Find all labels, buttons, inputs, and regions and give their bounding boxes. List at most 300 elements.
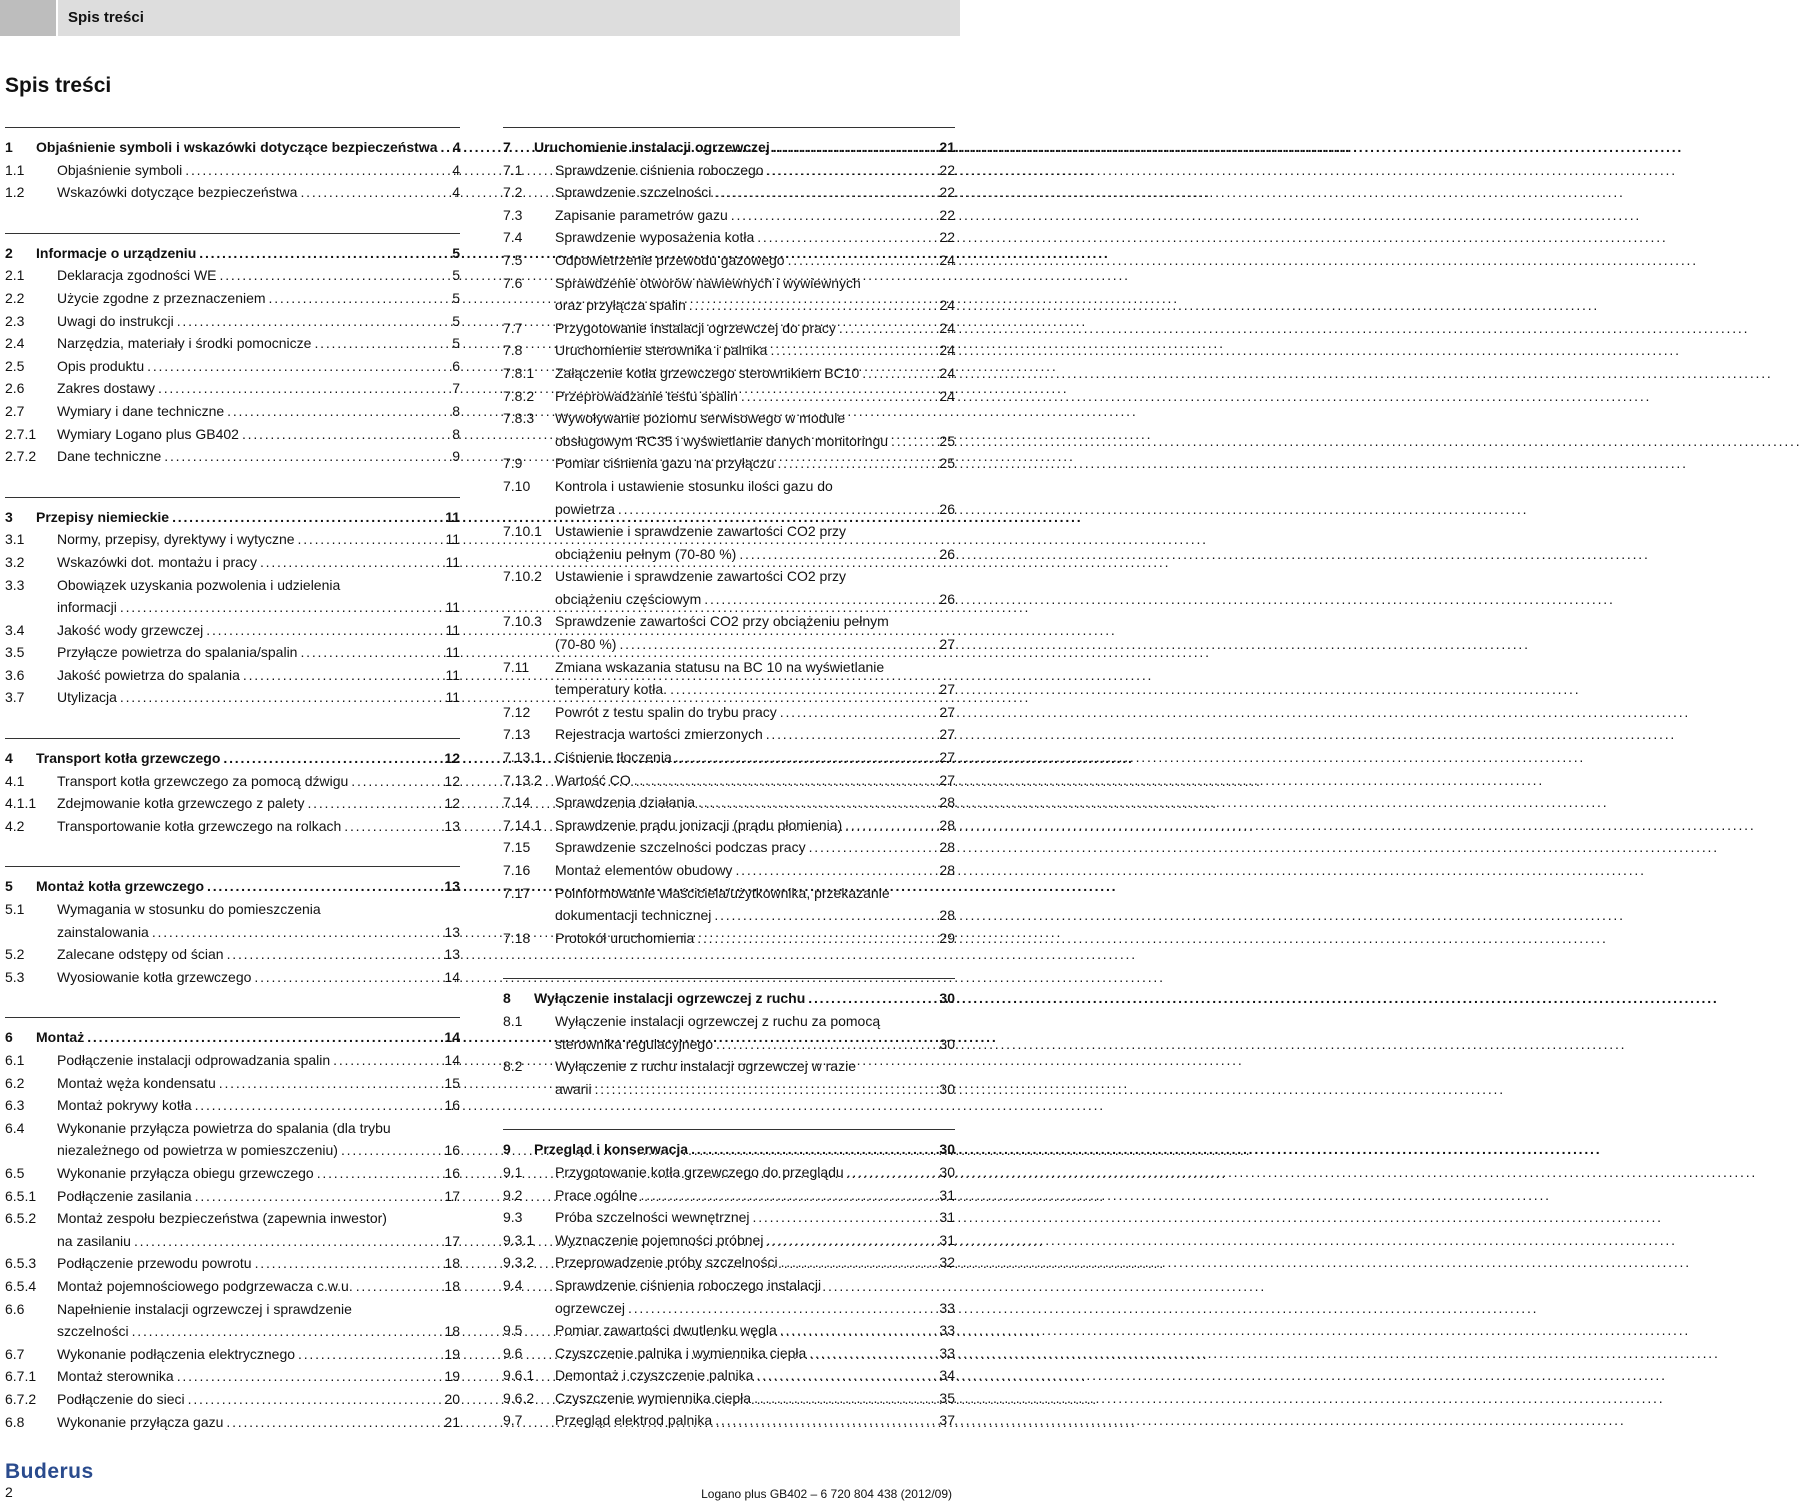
toc-section: [503, 978, 955, 1100]
toc-entry-title: Normy, przepisy, dyrektywy i wytyczne: [57, 531, 295, 548]
toc-entry-line: [5, 1298, 460, 1321]
toc-entry[interactable]: [5, 377, 460, 400]
toc-entry-content: [36, 506, 460, 529]
toc-entry-content: [57, 1185, 460, 1208]
toc-leader-dots: [888, 430, 937, 453]
toc-chapter-entry[interactable]: [5, 1026, 460, 1049]
toc-page-number: 5: [452, 289, 460, 306]
toc-entry-number: 2.2: [5, 289, 25, 306]
toc-entry[interactable]: [5, 528, 460, 551]
toc-entry[interactable]: [5, 686, 460, 709]
toc-entry[interactable]: [5, 770, 460, 793]
toc-leader-dots: [616, 633, 937, 656]
toc-page-number: 27: [939, 636, 955, 653]
toc-entry-number: 6.7: [5, 1345, 25, 1362]
toc-entry[interactable]: [5, 943, 460, 966]
toc-leader-dots: [774, 452, 937, 475]
toc-chapter-entry[interactable]: [503, 1138, 955, 1161]
toc-entry[interactable]: [503, 882, 955, 927]
toc-leader-dots: [341, 815, 442, 838]
toc-entry-content: [555, 430, 955, 453]
toc-page-number: 21: [444, 1413, 460, 1430]
toc-entry-content: [555, 814, 955, 837]
toc-entry-title: Deklaracja zgodności WE: [57, 267, 217, 284]
toc-entry-number: 7.2: [503, 184, 523, 201]
toc-entry-content: [555, 1033, 955, 1056]
toc-entry[interactable]: [5, 1343, 460, 1366]
toc-entry[interactable]: [5, 619, 460, 642]
toc-chapter-number: 4: [5, 750, 13, 767]
toc-entry-title: zainstalowania: [57, 923, 149, 940]
toc-entry[interactable]: [5, 551, 460, 574]
toc-entry-title: Sprawdzenie wyposażenia kotła: [555, 229, 755, 246]
toc-entry-title: oraz przyłącza spalin: [555, 297, 686, 314]
toc-entry-title: Sprawdzenie zawartości CO2 przy obciążeniu pełnym: [555, 613, 889, 630]
toc-entry-title: Sprawdzenie szczelności: [555, 184, 712, 201]
toc-leader-dots: [224, 943, 443, 966]
toc-entry[interactable]: [503, 317, 955, 340]
toc-entry-title: Jakość powietrza do spalania: [57, 666, 240, 683]
toc-entry[interactable]: [5, 664, 460, 687]
header-title: Spis treści: [68, 9, 144, 26]
toc-entry[interactable]: [503, 1342, 955, 1365]
toc-entry-content: [57, 551, 460, 574]
toc-page-number: 22: [939, 229, 955, 246]
toc-entry-content: [57, 445, 460, 468]
toc-entry-number: 7.9: [503, 455, 523, 472]
toc-entry-number: 9.6.2: [503, 1389, 535, 1406]
toc-page-number: 30: [939, 1080, 955, 1097]
toc-entry[interactable]: [5, 1185, 460, 1208]
toc-entry-line: [503, 904, 955, 927]
toc-entry-title: Poinformowanie właściciela/użytkownika, przekazanie: [555, 884, 890, 901]
toc-entry-title: Zdejmowanie kotła grzewczego z palety: [57, 795, 305, 812]
toc-chapter-entry[interactable]: [5, 875, 460, 898]
toc-entry-content: [555, 543, 955, 566]
toc-entry-title: temperatury kotła.: [555, 681, 668, 698]
toc-entry-content: [57, 423, 460, 446]
toc-entry[interactable]: [503, 1010, 955, 1055]
toc-leader-dots: [239, 423, 446, 446]
toc-entry-number: 9.3.1: [503, 1231, 535, 1248]
toc-page-number: 6: [452, 357, 460, 374]
toc-entry-line: [5, 1117, 460, 1140]
toc-leader-dots: [330, 1049, 442, 1072]
toc-entry[interactable]: [5, 445, 460, 468]
toc-section: [503, 127, 955, 949]
toc-leader-dots: [353, 1275, 443, 1298]
toc-entry[interactable]: [503, 859, 955, 882]
toc-entry[interactable]: [5, 1049, 460, 1072]
toc-entry-number: 6.4: [5, 1119, 25, 1136]
toc-entry-title: Wskazówki dotyczące bezpieczeństwa: [57, 184, 298, 201]
toc-entry[interactable]: [503, 1184, 955, 1207]
toc-entry-title: (70-80 %): [555, 636, 617, 653]
toc-page-number: 11: [445, 644, 460, 661]
header-bar: [0, 0, 960, 36]
toc-leader-dots: [297, 181, 446, 204]
toc-page-number: 14: [444, 1029, 460, 1046]
toc-entry-title: Wyosiowanie kotła grzewczego: [57, 968, 252, 985]
toc-entry-number: 6.5.4: [5, 1277, 37, 1294]
toc-entry[interactable]: [503, 1055, 955, 1100]
toc-entry[interactable]: [5, 423, 460, 446]
toc-leader-dots: [805, 987, 937, 1010]
toc-page-number: 24: [939, 364, 955, 381]
toc-entry-number: 6.7.2: [5, 1390, 37, 1407]
toc-entry-content: [57, 1365, 460, 1388]
toc-entry-title: informacji: [57, 599, 117, 616]
toc-entry-content: [534, 1138, 955, 1161]
toc-entry[interactable]: [5, 815, 460, 838]
toc-entry[interactable]: [503, 565, 955, 610]
toc-leader-dots: [216, 1072, 443, 1095]
toc-entry-title: Uwagi do instrukcji: [57, 312, 174, 329]
toc-entry-number: 6.5.1: [5, 1187, 37, 1204]
toc-leader-dots: [84, 1026, 442, 1049]
toc-entry[interactable]: [503, 520, 955, 565]
toc-page-number: 22: [939, 161, 955, 178]
toc-leader-dots: [223, 1411, 442, 1434]
toc-entry-content: [57, 400, 460, 423]
toc-entry-title: Zapisanie parametrów gazu: [555, 206, 728, 223]
toc-entry[interactable]: [503, 927, 955, 950]
toc-entry-title: Przyłącze powietrza do spalania/spalin: [57, 644, 298, 661]
toc-entry-content: [555, 746, 955, 769]
toc-entry-content: [57, 815, 460, 838]
toc-section: [5, 866, 460, 988]
toc-entry-line: [503, 1297, 955, 1320]
toc-entry-content: [555, 1078, 955, 1101]
toc-entry-number: 5.1: [5, 901, 25, 918]
toc-entry-title: Powrót z testu spalin do trybu pracy: [555, 703, 777, 720]
toc-entry[interactable]: [5, 400, 460, 423]
toc-page-number: 14: [444, 968, 460, 985]
toc-entry[interactable]: [503, 249, 955, 272]
toc-entry-title: Montaż pokrywy kotła: [57, 1097, 192, 1114]
toc-entry[interactable]: [503, 1206, 955, 1229]
toc-entry-title: Wywoływanie poziomu serwisowego w module: [555, 410, 846, 427]
toc-leader-dots: [220, 747, 442, 770]
toc-entry-content: [57, 596, 460, 619]
toc-leader-dots: [297, 641, 443, 664]
toc-entry[interactable]: [503, 1364, 955, 1387]
toc-entry-content: [57, 943, 460, 966]
toc-entry-number: 3.5: [5, 644, 25, 661]
toc-entry-number: 2.1: [5, 267, 25, 284]
toc-entry-number: 2.5: [5, 357, 25, 374]
toc-entry-content: [57, 332, 460, 355]
toc-entry-content: [57, 641, 460, 664]
toc-entry-title: Przygotowanie kotła grzewczego do przeglądu: [555, 1163, 844, 1180]
toc-entry-content: [36, 242, 460, 265]
toc-entry[interactable]: [503, 791, 955, 814]
toc-entry-content: [555, 294, 955, 317]
toc-entry[interactable]: [5, 181, 460, 204]
toc-leader-dots: [295, 1343, 442, 1366]
toc-entry-content: [555, 1251, 955, 1274]
toc-entry[interactable]: [503, 610, 955, 655]
toc-page-number: 14: [444, 1052, 460, 1068]
toc-page-number: 13: [444, 817, 460, 834]
toc-entry-content: [57, 1343, 460, 1366]
toc-leader-dots: [778, 1251, 938, 1274]
toc-entry-number: 4.1.1: [5, 795, 37, 812]
toc-entry-line: [5, 1139, 460, 1162]
toc-entry-title: Wymiary Logano plus GB402: [57, 425, 239, 442]
toc-page-number: 4: [452, 161, 460, 178]
toc-entry-content: [555, 317, 955, 340]
toc-entry-line: [5, 1320, 460, 1343]
toc-entry[interactable]: [503, 362, 955, 385]
toc-entry[interactable]: [503, 475, 955, 520]
toc-page-number: 17: [444, 1232, 460, 1249]
toc-entry[interactable]: [503, 407, 955, 452]
toc-page-number: 9: [452, 448, 460, 465]
toc-chapter-entry[interactable]: [5, 242, 460, 265]
toc-entry[interactable]: [5, 1252, 460, 1275]
header-divider: [56, 0, 58, 36]
toc-entry[interactable]: [5, 332, 460, 355]
toc-leader-dots: [631, 769, 938, 792]
toc-leader-dots: [203, 619, 443, 642]
toc-entry[interactable]: [5, 1117, 460, 1162]
toc-leader-dots: [338, 1139, 442, 1162]
toc-page-number: 31: [939, 1186, 955, 1203]
toc-page-number: 30: [939, 1141, 955, 1158]
toc-entry-content: [555, 588, 955, 611]
toc-entry[interactable]: [503, 204, 955, 227]
toc-chapter-entry[interactable]: [5, 136, 460, 159]
toc-entry-line: [5, 574, 460, 597]
toc-entry[interactable]: [503, 656, 955, 701]
toc-entry-content: [57, 1275, 460, 1298]
toc-entry-title: Uruchomienie instalacji ogrzewczej: [534, 139, 770, 155]
toc-page-number: 18: [444, 1323, 460, 1340]
toc-entry-number: 6.8: [5, 1413, 25, 1430]
toc-entry[interactable]: [5, 1388, 460, 1411]
toc-leader-dots: [688, 1138, 937, 1161]
toc-leader-dots: [763, 1229, 937, 1252]
toc-entry-title: Transportowanie kotła grzewczego na rolkach: [57, 817, 342, 834]
toc-leader-dots: [751, 1387, 937, 1410]
toc-entry-content: [555, 1409, 955, 1432]
toc-entry[interactable]: [5, 355, 460, 378]
toc-entry[interactable]: [503, 181, 955, 204]
toc-entry[interactable]: [503, 769, 955, 792]
toc-entry[interactable]: [503, 1161, 955, 1184]
toc-entry[interactable]: [503, 385, 955, 408]
toc-page-number: 12: [444, 772, 460, 789]
toc-entry-line: [503, 1078, 955, 1101]
toc-entry-number: 7.14: [503, 794, 531, 811]
toc-entry-line: [503, 430, 955, 453]
toc-page-number: 30: [939, 1163, 955, 1180]
toc-entry[interactable]: [5, 287, 460, 310]
toc-entry-content: [57, 1049, 460, 1072]
toc-page-number: 5: [452, 267, 460, 284]
toc-entry-title: obsługowym RC35 i wyświetlanie danych monitoringu: [555, 432, 889, 449]
toc-page-number: 19: [444, 1368, 460, 1385]
toc-entry[interactable]: [5, 1365, 460, 1388]
toc-entry[interactable]: [503, 226, 955, 249]
toc-entry-title: Demontaż i czyszczenie palnika: [555, 1367, 754, 1384]
toc-entry[interactable]: [503, 701, 955, 724]
toc-entry-title: Ciśnienie tłoczenia: [555, 749, 672, 766]
toc-page-number: 33: [939, 1322, 955, 1339]
brand-logo: Buderus: [5, 1460, 94, 1483]
toc-entry[interactable]: [503, 814, 955, 837]
toc-entry[interactable]: [5, 898, 460, 943]
toc-entry-number: 1.1: [5, 161, 25, 178]
toc-entry[interactable]: [5, 574, 460, 619]
toc-page-number: 22: [939, 184, 955, 201]
toc-entry-title: Sprawdzenie prądu jonizacji (prądu płomienia): [555, 816, 843, 833]
toc-page-number: 28: [939, 794, 955, 811]
toc-entry-title: Czyszczenie wymiennika ciepła: [555, 1389, 752, 1406]
toc-page-number: 19: [444, 1345, 460, 1362]
toc-entry-number: 7.10: [503, 477, 531, 494]
toc-entry[interactable]: [5, 641, 460, 664]
toc-entry-title: Montaż: [36, 1029, 85, 1046]
toc-entry-line: [503, 882, 955, 905]
toc-entry-number: 7.18: [503, 929, 531, 946]
toc-entry[interactable]: [503, 1251, 955, 1274]
toc-entry[interactable]: [5, 310, 460, 333]
toc-entry[interactable]: [503, 159, 955, 182]
toc-chapter-entry[interactable]: [503, 987, 955, 1010]
toc-chapter-entry[interactable]: [5, 747, 460, 770]
toc-entry-title: Wykonanie podłączenia elektrycznego: [57, 1345, 296, 1362]
toc-entry-content: [555, 791, 955, 814]
toc-page-number: 13: [444, 878, 460, 895]
toc-leader-dots: [859, 362, 937, 385]
toc-entry[interactable]: [5, 1275, 460, 1298]
toc-entry-title: Objaśnienie symboli i wskazówki dotyczące bezpieczeństwa: [36, 139, 438, 155]
toc-entry-content: [36, 1026, 460, 1049]
toc-chapter-number: 3: [5, 508, 13, 525]
toc-entry-title: Obowiązek uzyskania pozwolenia i udzielenia: [57, 576, 341, 593]
toc-entry-line: [5, 898, 460, 921]
toc-entry-content: [57, 287, 460, 310]
toc-page-number: 31: [939, 1231, 955, 1248]
toc-entry-line: [503, 272, 955, 295]
toc-leader-dots: [314, 1162, 443, 1185]
toc-section: [503, 1129, 955, 1432]
toc-entry[interactable]: [5, 264, 460, 287]
toc-entry[interactable]: [503, 746, 955, 769]
toc-page-number: 27: [939, 681, 955, 698]
toc-entry-line: [503, 1274, 955, 1297]
toc-entry-content: [57, 1252, 460, 1275]
toc-page-number: 12: [444, 750, 460, 767]
toc-entry-content: [57, 921, 460, 944]
toc-entry-content: [555, 723, 955, 746]
toc-entry-content: [555, 452, 955, 475]
toc-leader-dots: [711, 904, 937, 927]
toc-entry[interactable]: [5, 1072, 460, 1095]
toc-entry-title: Montaż sterownika: [57, 1368, 174, 1385]
toc-entry-content: [57, 619, 460, 642]
toc-entry[interactable]: [5, 1094, 460, 1117]
toc-entry-content: [57, 1230, 460, 1253]
toc-entry[interactable]: [5, 792, 460, 815]
toc-entry-title: szczelności: [57, 1323, 129, 1340]
toc-entry-number: 6.2: [5, 1074, 25, 1091]
toc-entry-number: 3.7: [5, 689, 25, 706]
toc-entry-number: 9.5: [503, 1322, 523, 1339]
toc-entry-title: Informacje o urządzeniu: [36, 244, 197, 261]
toc-entry[interactable]: [503, 1274, 955, 1319]
toc-entry[interactable]: [5, 966, 460, 989]
header-tab-marker: [0, 0, 56, 36]
toc-entry-content: [555, 204, 955, 227]
toc-entry[interactable]: [5, 1298, 460, 1343]
toc-entry-number: 6.6: [5, 1300, 25, 1317]
toc-entry[interactable]: [503, 723, 955, 746]
toc-entry-content: [555, 1229, 955, 1252]
toc-chapter-entry[interactable]: [5, 506, 460, 529]
toc-page-number: 28: [939, 839, 955, 856]
toc-entry-title: Przepisy niemieckie: [36, 508, 170, 525]
toc-entry-title: Montaż elementów obudowy: [555, 862, 733, 878]
toc-entry-title: Zmiana wskazania statusu na BC 10 na wyświetlanie: [555, 658, 885, 675]
toc-entry-title: Odpowietrzenie przewodu gazowego: [555, 251, 785, 268]
toc-leader-dots: [638, 1184, 938, 1207]
toc-page-number: 27: [939, 749, 955, 766]
toc-leader-dots: [806, 1342, 937, 1365]
toc-entry-number: 7.8.2: [503, 387, 535, 404]
toc-entry-title: Użycie zgodne z przeznaczeniem: [57, 289, 266, 306]
toc-leader-dots: [131, 1230, 442, 1253]
toc-left-column: [5, 127, 460, 1433]
toc-chapter-entry[interactable]: [503, 136, 955, 159]
toc-entry-content: [555, 927, 955, 950]
toc-entry[interactable]: [503, 836, 955, 859]
toc-entry[interactable]: [503, 452, 955, 475]
toc-page-number: 20: [444, 1390, 460, 1407]
toc-entry[interactable]: [503, 1229, 955, 1252]
toc-leader-dots: [750, 1206, 938, 1229]
toc-entry[interactable]: [5, 159, 460, 182]
toc-entry[interactable]: [503, 1387, 955, 1410]
toc-leader-dots: [764, 159, 938, 182]
toc-entry-content: [57, 181, 460, 204]
toc-entry-title: Kontrola i ustawienie stosunku ilości gazu do: [555, 477, 833, 494]
toc-entry[interactable]: [503, 1409, 955, 1432]
toc-leader-dots: [192, 1094, 443, 1117]
toc-entry-number: 3.2: [5, 553, 25, 570]
toc-page-number: 5: [452, 335, 460, 352]
toc-entry[interactable]: [5, 1162, 460, 1185]
toc-chapter-number: 1: [5, 139, 13, 155]
toc-entry-title: Wyłączenie z ruchu instalacji ogrzewczej w razie: [555, 1058, 856, 1075]
toc-leader-dots: [251, 966, 442, 989]
toc-entry-title: Podłączenie przewodu powrotu: [57, 1255, 252, 1272]
toc-leader-dots: [738, 385, 938, 408]
toc-page-number: 11: [445, 689, 460, 706]
toc-entry[interactable]: [5, 1207, 460, 1252]
toc-entry[interactable]: [503, 339, 955, 362]
toc-entry[interactable]: [5, 1411, 460, 1434]
toc-page-number: 27: [939, 771, 955, 788]
toc-entry[interactable]: [503, 1319, 955, 1342]
toc-entry-title: Próba szczelności wewnętrznej: [555, 1209, 750, 1226]
toc-page-number: 5: [452, 312, 460, 329]
toc-chapter-number: 7: [503, 139, 511, 155]
toc-entry-number: 6.7.1: [5, 1368, 37, 1385]
toc-entry[interactable]: [503, 272, 955, 317]
